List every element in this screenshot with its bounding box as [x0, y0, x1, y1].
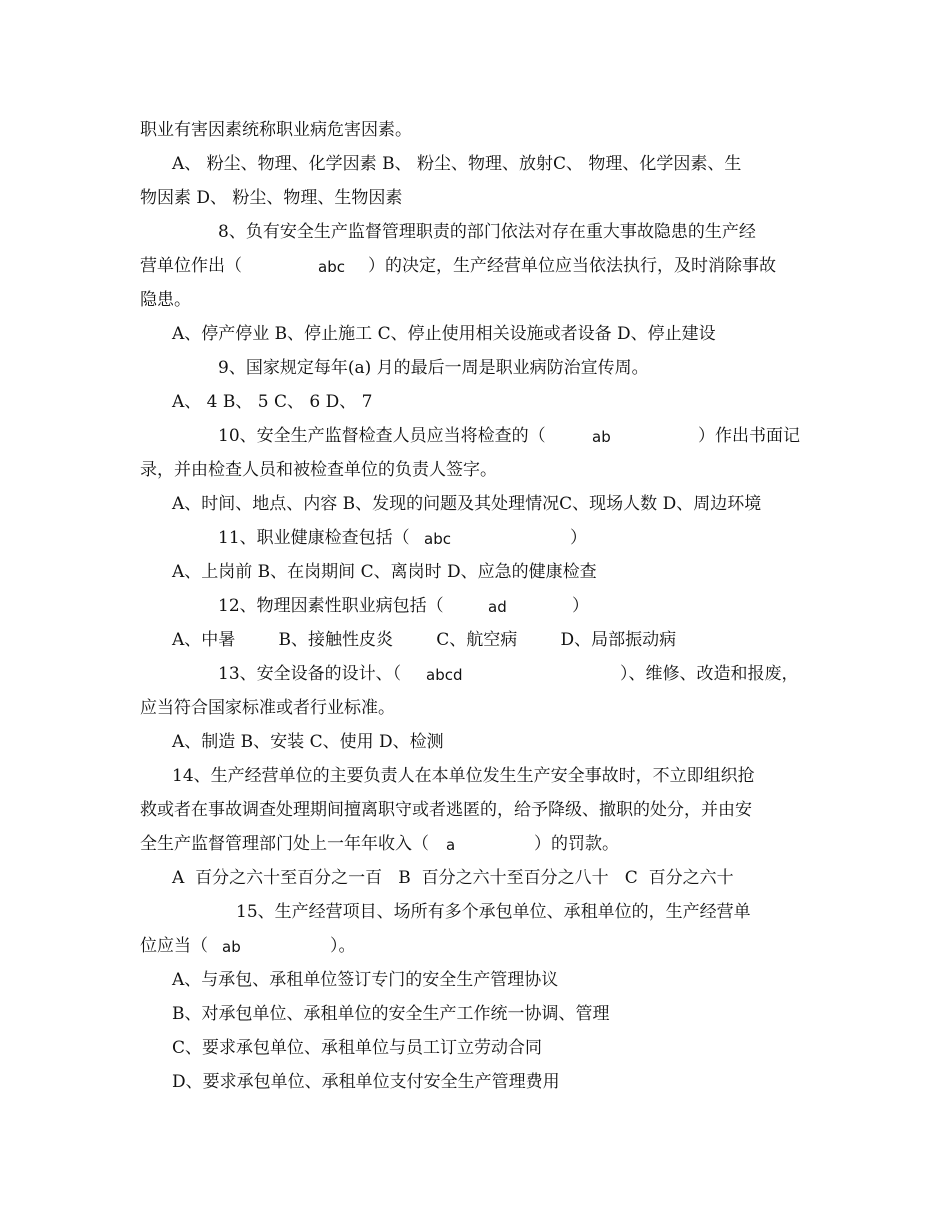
question-10: 10、安全生产监督检查人员应当将检查的（: [218, 426, 546, 446]
question-13: ）、维修、改造和报废，: [620, 664, 799, 684]
option-line: B、对承包单位、承租单位的安全生产工作统一协调、管理: [172, 1004, 610, 1024]
text-line: 物因素 D、 粉尘、物理、生物因素: [140, 188, 403, 208]
text-line: 录，并由检查人员和被检查单位的负责人签字。: [140, 460, 497, 480]
option-line: A、中暑 B、接触性皮炎 C、航空病 D、局部振动病: [172, 630, 677, 650]
option-line: A、制造 B、安装 C、使用 D、检测: [172, 732, 444, 752]
question-8-cont: 营单位作出（: [140, 256, 242, 276]
text-line: 救或者在事故调查处理期间擅离职守或者逃匿的，给予降级、撤职的处分，并由安: [140, 800, 752, 820]
text-line: 隐患。: [140, 290, 191, 310]
answer-blank: abc: [424, 530, 451, 548]
option-line: A、时间、地点、内容 B、发现的问题及其处理情况C、现场人数 D、周边环境: [172, 494, 762, 514]
text-line: 全生产监督管理部门处上一年年收入（: [140, 834, 429, 854]
option-line: D、要求承包单位、承租单位支付安全生产管理费用: [172, 1072, 560, 1092]
option-line: A、停产停业 B、停止施工 C、停止使用相关设施或者设备 D、停止建设: [172, 324, 716, 344]
text-line: ）。: [330, 936, 356, 956]
text-line: 位应当（: [140, 936, 208, 956]
answer-blank: ab: [222, 938, 241, 956]
answer-blank: abcd: [426, 666, 463, 684]
text-line: ）的罚款。: [534, 834, 619, 854]
question-15: 15、生产经营项目、场所有多个承包单位、承租单位的，生产经营单: [236, 902, 751, 922]
text-line: 职业有害因素统称职业病危害因素。: [140, 120, 412, 140]
question-8-cont: ）的决定，生产经营单位应当依法执行，及时消除事故: [368, 256, 776, 276]
question-8: 8、负有安全生产监督管理职责的部门依法对存在重大事故隐患的生产经: [218, 222, 756, 242]
question-14: 14、生产经营单位的主要负责人在本单位发生生产安全事故时，不立即组织抢: [172, 766, 755, 786]
question-11: ）: [570, 528, 587, 548]
option-line: A、与承包、承租单位签订专门的安全生产管理协议: [172, 970, 559, 990]
question-12: 12、物理因素性职业病包括（: [218, 596, 444, 616]
option-line: C、要求承包单位、承租单位与员工订立劳动合同: [172, 1038, 543, 1058]
text-line: 应当符合国家标准或者行业标准。: [140, 698, 395, 718]
question-11: 11、职业健康检查包括（: [218, 528, 410, 548]
question-12: ）: [572, 596, 589, 616]
option-line: A、 4 B、 5 C、 6 D、 7: [172, 392, 373, 412]
option-line: A、 粉尘、物理、化学因素 B、 粉尘、物理、放射C、 物理、化学因素、生: [172, 154, 742, 174]
question-13: 13、安全设备的设计、（: [218, 664, 402, 684]
question-10: ）作出书面记: [698, 426, 800, 446]
option-line: A、上岗前 B、在岗期间 C、离岗时 D、应急的健康检查: [172, 562, 597, 582]
option-line: A 百分之六十至百分之一百 B 百分之六十至百分之八十 C 百分之六十: [172, 868, 734, 888]
answer-blank: abc: [318, 258, 345, 276]
answer-blank: ab: [592, 428, 611, 446]
answer-blank: ad: [488, 598, 507, 616]
question-9: 9、国家规定每年(a) 月的最后一周是职业病防治宣传周。: [218, 358, 649, 378]
answer-blank: a: [446, 836, 456, 854]
